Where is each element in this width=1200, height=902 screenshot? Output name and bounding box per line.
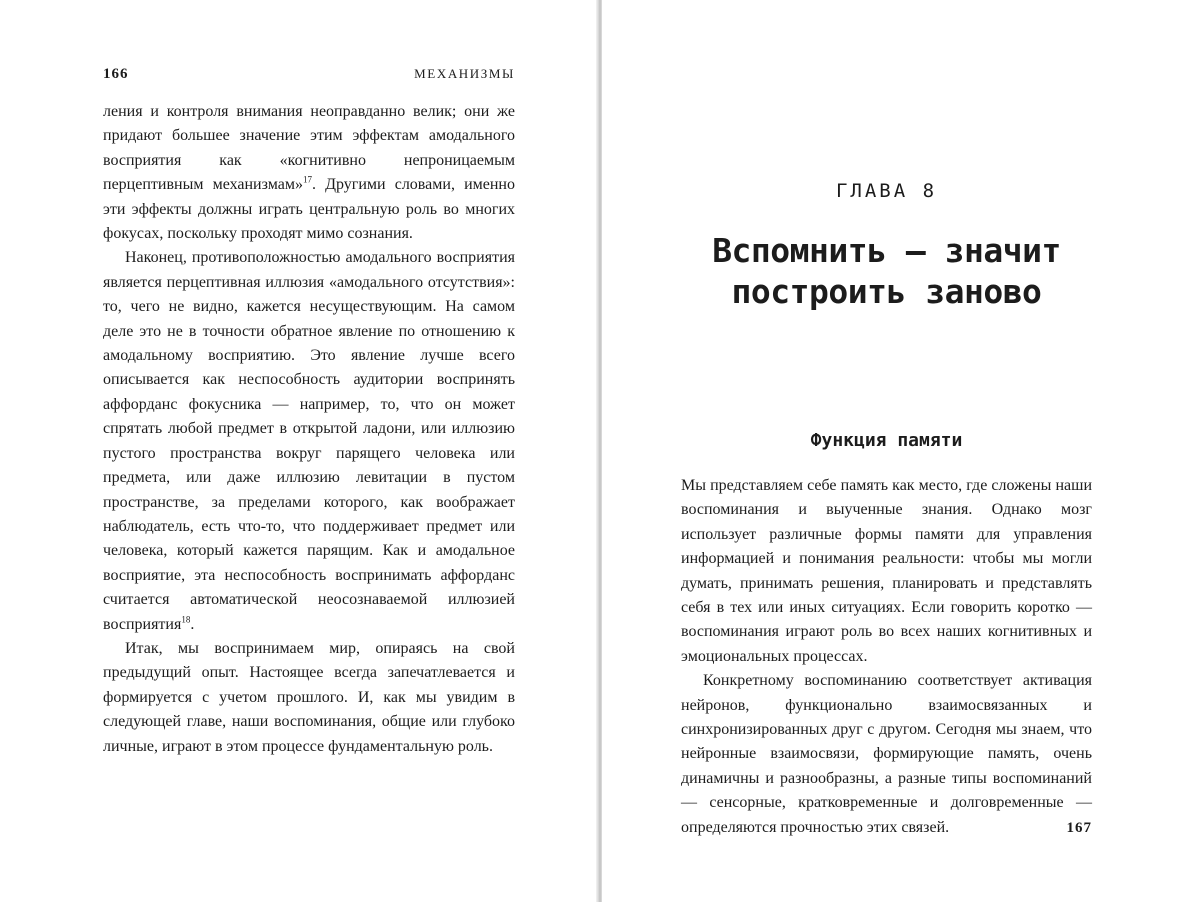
left-body-text bbox=[103, 100, 515, 759]
chapter-label: ГЛАВА 8 bbox=[835, 180, 938, 202]
right-paragraph-1: Мы представляем себе память как место, где сложены наши воспоминания и выученные знания. Однако мозг использует различные формы памяти для управления информацией и понимания реальности: чтобы мы могли думать, принимать решения, планировать и представлять себя в тех или иных ситуациях. Если говорить коротко — воспоминания играют роль во всех наших когнитивных и эмоциональных процессах. bbox=[681, 477, 1092, 665]
paragraph-1-continuation: . Другими словами, именно эти эффекты должны играть центральную роль во многих фокусах, поскольку проходят мимо сознания. bbox=[103, 176, 515, 243]
page-number-right: 167 bbox=[1066, 820, 1092, 836]
footnote-ref-17: 17 bbox=[302, 174, 312, 185]
paragraph-3-text: Итак, мы воспринимаем мир, опираясь на свой предыдущий опыт. Настоящее всегда запечатлевается и формируется с учетом прошлого. И, как мы увидим в следующей главе, наши воспоминания, общие или глубоко личные, играют в этом процессе фундаментальную роль. bbox=[103, 639, 515, 755]
paragraph-1-text: ления и контроля внимания неоправданно велик; они же придают большее значение этим эффектам амодального восприятия как «когнитивно непроницаемым перцептивным механизмам» bbox=[103, 103, 515, 194]
paragraph-1 bbox=[103, 100, 515, 246]
paragraph-2-continuation: . bbox=[190, 615, 195, 633]
page-number-left: 166 bbox=[103, 66, 129, 82]
section-title: Функция памяти bbox=[810, 430, 963, 451]
footnote-ref-18: 18 bbox=[181, 614, 191, 625]
chapter-title: Вспомнить — значит построить заново bbox=[712, 231, 1061, 311]
right-paragraph-2: Конкретному воспоминанию соответствует активация нейронов, функционально взаимосвязанных и синхронизированных друг с другом. Сегодня мы знаем, что нейронные взаимосвязи, формирующие память, очень динамичны и разнообразны, а разные типы воспоминаний — сенсорные, кратковременные и долговременные — определяются прочностью этих связей. bbox=[681, 672, 1092, 836]
paragraph-2 bbox=[103, 246, 515, 637]
paragraph-2-text: Наконец, противоположностью амодального восприятия является перцептивная иллюзия «амодального отсутствия»: то, чего не видно, кажется несуществующим. На самом деле это не в точности обратное явление по отношению к амодальному восприятию. Это явление лучше всего описывается как неспособность аудитории воспринять аффорданс фокусника — например, то, что он может спрятать любой предмет в открытой ладони, или иллюзию пустого пространства вокруг парящего человека или предмета, или даже иллюзию левитации в пустом пространстве, за пределами которого, как воображает наблюдатель, есть что-то, что поддерживает предмет или человека, который кажется парящим. Как и амодальное восприятие, эта неспособность воспринимать аффорданс считается автоматической неосознаваемой иллюзией восприятия bbox=[103, 249, 515, 633]
left-page bbox=[0, 0, 598, 902]
paragraph-3 bbox=[103, 637, 515, 759]
right-body-text bbox=[681, 474, 1092, 840]
running-title: МЕХАНИЗМЫ bbox=[414, 66, 515, 81]
